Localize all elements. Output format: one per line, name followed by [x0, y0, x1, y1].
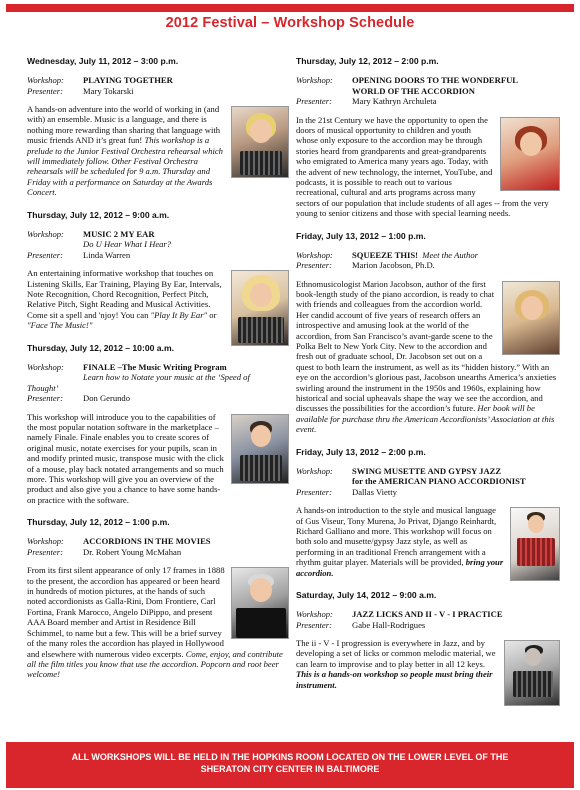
presenter-label: Presenter: — [27, 85, 63, 96]
workshop-description: A hands-on introduction to the style and musical language of Gus Viseur, Tony Murena, Jo Privat, Django Reinhardt, Richard Galliano and more. This workshop will focus on both solo and musette/gypsy Jazz style, as well as performing in an traditional French arrangement with a rhythm guitar player. Materials will be provided, bring your accordion. — [296, 505, 560, 578]
presenter-name: Dr. Robert Young McMahan — [83, 546, 182, 557]
workshop-meta — [296, 75, 560, 107]
workshop-title-extra: Meet the Author — [422, 249, 478, 260]
presenter-name: Gabe Hall-Rodrigues — [352, 619, 426, 630]
footer-line-2: SHERATON CITY CENTER IN BALTIMORE — [200, 764, 380, 774]
workshop-label: Workshop: — [296, 75, 333, 85]
workshop-title: OPENING DOORS TO THE WONDERFUL — [352, 75, 519, 85]
presenter-photo — [504, 640, 560, 706]
workshop-title-line2: WORLD OF THE ACCORDION — [352, 85, 475, 96]
presenter-name: Dallas Vietty — [352, 486, 397, 497]
workshop-opening-doors — [296, 56, 560, 219]
workshop-date: Thursday, July 12, 2012 – 2:00 p.m. — [296, 56, 439, 66]
workshop-date: Thursday, July 12, 2012 – 9:00 a.m. — [27, 209, 170, 220]
workshop-label: Workshop: — [296, 249, 333, 260]
presenter-label: Presenter: — [27, 393, 63, 404]
presenter-label: Presenter: — [27, 249, 63, 260]
presenter-label: Presenter: — [296, 260, 332, 271]
workshop-date: Wednesday, July 11, 2012 – 3:00 p.m. — [27, 56, 179, 66]
presenter-name: Linda Warren — [83, 249, 131, 260]
workshop-title: SQUEEZE THIS! — [352, 249, 418, 260]
workshop-description: This workshop will introduce you to the capabilities of the most popular notation software in the marketplace – namely Finale. Finale enables you to create scores of original music, notate exercises for your pupils, scan in and modify printed music, transpose music with the click of a mouse, play back notated arrangements and so much more. This workshop will give you an overview of the product and also give you a chance to have some hands-on practice with the software. — [27, 412, 289, 506]
right-column — [296, 56, 560, 710]
workshop-meta — [27, 362, 289, 404]
workshop-squeeze-this — [296, 231, 560, 435]
presenter-name: Mary Tokarski — [83, 85, 134, 96]
footer-line-1: ALL WORKSHOPS WILL BE HELD IN THE HOPKINS ROOM LOCATED ON THE LOWER LEVEL OF THE — [71, 752, 509, 762]
presenter-label: Presenter: — [296, 486, 332, 497]
top-red-bar — [6, 4, 574, 12]
workshop-description: Ethnomusicologist Marion Jacobson, author of the first book-length study of the piano accordion, is ready to chat with friends and colleagues from the accordion world. Her candid account of five years of research offers an introspective and amusing look at the world of the accordion, from San Francisco’s avant-garde scene to the Polka Belt to New York City. New to the accordion and fresh out of graduate school, Dr. Jacobson set out on a quest to both learn the instrument, as well as its “hidden history.” With an eye on the accordion’s glorious past, Jacobson unearths America’s anxieties swirling around the instrument in the 1950s and 1960s, explaining how historical and social upheavals shape the way we see the accordion, and discusses the possibilities for the accordion’s future. Her book will be available for purchase thru the American Accordionists’ Association at this event. — [296, 279, 560, 435]
workshop-label: Workshop: — [27, 75, 64, 85]
workshop-music-2-my-ear — [27, 210, 289, 331]
workshop-label: Workshop: — [27, 228, 64, 239]
workshop-label: Workshop: — [27, 536, 64, 547]
presenter-name: Don Gerundo — [83, 393, 131, 404]
workshop-swing-musette — [296, 447, 560, 578]
workshop-meta — [27, 229, 289, 261]
presenter-photo — [510, 507, 560, 581]
workshop-title: JAZZ LICKS AND II - V - I PRACTICE — [352, 609, 503, 619]
presenter-photo — [231, 270, 289, 346]
workshop-meta — [296, 466, 560, 498]
workshop-date: Friday, July 13, 2012 – 1:00 p.m. — [296, 230, 426, 241]
workshop-description: The ii - V - I progression is everywhere in Jazz, and by developing a set of licks or common melodic material, we can learn to improvise and to play better in all 12 keys. This is a hands-on workshop so people must bring their instrument. — [296, 638, 560, 690]
workshop-date: Friday, July 13, 2012 – 2:00 p.m. — [296, 446, 426, 457]
workshop-date: Thursday, July 12, 2012 – 1:00 p.m. — [27, 517, 170, 528]
workshop-title: MUSIC 2 MY EAR — [83, 228, 155, 239]
presenter-photo — [500, 117, 560, 191]
footer-banner — [6, 742, 574, 788]
workshop-description: An entertaining informative workshop that touches on Listening Skills, Ear Training, Playing By Ear, Intervals, Note Recognition, Chord Recognition, Perfect Pitch, Relative Pitch, Sight Reading and Musical Activities. Come sit a spell and 'njoy! You can "Play It By Ear" or "Face The Music!" — [27, 268, 289, 330]
workshop-title: ACCORDIONS IN THE MOVIES — [83, 536, 211, 547]
presenter-label: Presenter: — [27, 546, 63, 557]
presenter-name: Mary Kathryn Archuleta — [352, 96, 437, 106]
workshop-description: In the 21st Century we have the opportunity to open the doors of musical opportunity to children and youth whose only exposure to the accordion may be through stories heard from grandparents and great-grandparents who emigrated to America many years ago. Today, with the advent of new technology, the internet, YouTube, and podcasts, it is possible to reach out to various recreational, cultural and arts programs across many sectors of our population that include students of all ages -- from the very young to senior citizens and those with special learning needs. — [296, 115, 560, 219]
workshop-label: Workshop: — [27, 361, 64, 372]
workshop-meta — [296, 609, 560, 630]
left-column — [27, 56, 289, 692]
workshop-finale — [27, 343, 289, 506]
presenter-photo — [231, 414, 289, 484]
presenter-label: Presenter: — [296, 96, 332, 106]
workshop-subtitle-wrap: Thought’ — [27, 382, 59, 393]
workshop-description: A hands-on adventure into the world of working in (and with) an ensemble. Music is a language, and there is nothing more rewarding than sharing that language with music friends AND it’s great fun! This workshop is a prelude to the Junior Festival Orchestra rehearsal which will immediately follow. Other Festival Orchestra rehearsals will be scheduled for 9 a.m. Thursday and Friday with a performance on Saturday at the Awards Concert. — [27, 104, 289, 198]
page-title: 2012 Festival – Workshop Schedule — [165, 15, 415, 31]
workshop-meta — [27, 75, 289, 96]
workshop-label: Workshop: — [296, 465, 333, 476]
presenter-label: Presenter: — [296, 619, 332, 630]
workshop-jazz-licks — [296, 590, 560, 690]
presenter-photo — [502, 281, 560, 355]
presenter-photo — [231, 567, 289, 639]
workshop-title: FINALE –The Music Writing Program — [83, 361, 227, 372]
workshop-subtitle: Learn how to Notate your music at the ‘Speed of — [83, 372, 250, 383]
workshop-meta — [296, 250, 560, 271]
presenter-name: Marion Jacobson, Ph.D. — [352, 260, 435, 271]
workshop-date: Saturday, July 14, 2012 – 9:00 a.m. — [296, 590, 437, 600]
workshop-accordions-in-movies — [27, 517, 289, 679]
workshop-label: Workshop: — [296, 609, 333, 619]
workshop-title: PLAYING TOGETHER — [83, 75, 173, 85]
workshop-date: Thursday, July 12, 2012 – 10:00 a.m. — [27, 342, 174, 353]
presenter-photo — [231, 106, 289, 178]
workshop-playing-together — [27, 56, 289, 198]
workshop-subtitle: Do U Hear What I Hear? — [83, 239, 172, 250]
workshop-title: SWING MUSETTE AND GYPSY JAZZ — [352, 465, 502, 476]
workshop-title-line2: for the AMERICAN PIANO ACCORDIONIST — [352, 476, 526, 487]
workshop-meta — [27, 536, 289, 557]
workshop-description: From its first silent appearance of only 17 frames in 1888 to the present, the accordion has appeared or been heard in hundreds of motion pictures, at the hands of such noted accordionists as Galla-Rini, Dom Frontiere, Carl Fortina, Frank Marocco, Angelo DiPippo, and present AAA Board member and Artist in Residence Bill Schimmel, to name but a few. This will be a brief survey of the many roles the accordion has played in Hollywood and elsewhere with numerous video excerpts. Come, enjoy, and contribute all the film titles you know that use the accordion. Popcorn and root beer welcome! — [27, 565, 289, 679]
